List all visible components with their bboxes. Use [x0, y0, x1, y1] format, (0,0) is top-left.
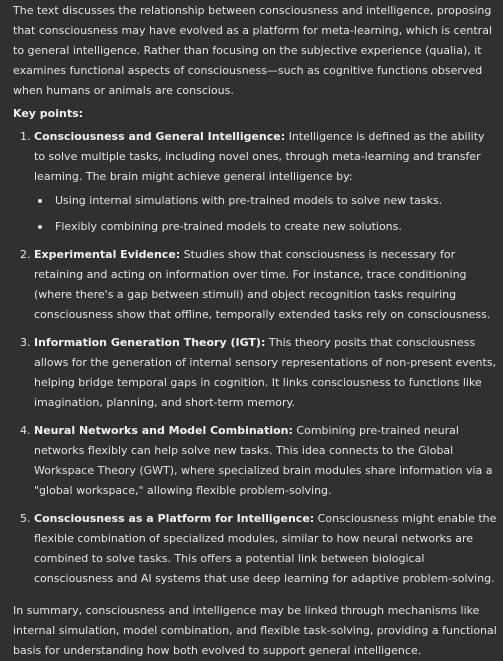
list-number: 2. — [20, 248, 31, 261]
point-text: Consciousness might enable the flexible combination of specialized modules, similar to how neural networks are combined to solve tasks. This offers a potential link between biological consciousness and AI systems that use deep learning for adaptive problem-solving. — [34, 512, 497, 585]
point-title: Neural Networks and Model Combination: — [34, 424, 293, 437]
response-content — [13, 1, 497, 661]
summary-paragraph: In summary, consciousness and intelligence may be linked through mechanisms like internal simulation, model combination, and flexible task-solving, providing a functional basis for understanding how both evolved to support general intelligence. — [13, 604, 497, 657]
list-number: 3. — [20, 336, 31, 349]
point-title: Consciousness as a Platform for Intelligence: — [34, 512, 315, 525]
list-item-3 — [20, 333, 497, 413]
point-title: Experimental Evidence: — [34, 248, 181, 261]
list-number: 5. — [20, 512, 31, 525]
sub-bullet-list — [34, 191, 497, 237]
list-item-1 — [20, 127, 497, 237]
bullet-icon — [38, 225, 42, 229]
sub-bullet-item — [55, 191, 497, 211]
list-item-2 — [20, 245, 497, 325]
sub-bullet-text: Flexibly combining pre-trained models to create new solutions. — [55, 220, 402, 233]
sub-bullet-item — [55, 217, 497, 237]
point-text: This theory posits that consciousness allows for the generation of internal sensory representations of non-present events, helping bridge temporal gaps in cognition. It links consciousness to functions like imagination, planning, and short-term memory. — [34, 336, 497, 409]
intro-paragraph: The text discusses the relationship between consciousness and intelligence, proposing that consciousness may have evolved as a platform for meta-learning, which is central to general intelligence. Rather than focusing on the subjective experience (qualia), it examines functional aspects of consciousness—such as cognitive functions observed when humans or animals are conscious. — [13, 4, 492, 97]
point-title: Information Generation Theory (IGT): — [34, 336, 266, 349]
list-item-4 — [20, 421, 497, 501]
sub-bullet-text: Using internal simulations with pre-trained models to solve new tasks. — [55, 194, 443, 207]
point-text: Combining pre-trained neural networks flexibly can help solve new tasks. This idea connects to the Global Workspace Theory (GWT), where specialized brain modules share information via a "global workspace," allowing flexible problem-solving. — [34, 424, 493, 497]
point-title: Consciousness and General Intelligence: — [34, 130, 286, 143]
point-text: Intelligence is defined as the ability to solve multiple tasks, including novel ones, through meta-learning and transfer learning. The brain might achieve general intelligence by: — [34, 130, 485, 183]
list-number: 1. — [20, 130, 31, 143]
key-points-heading: Key points: — [13, 107, 84, 120]
key-points-list — [13, 127, 497, 589]
bullet-icon — [38, 199, 42, 203]
list-item-5 — [20, 509, 497, 589]
point-text: Studies show that consciousness is necessary for retaining and acting on information over time. For instance, trace conditioning (where there's a gap between stimuli) and object recognition tasks requiring consciousness show that offline, temporally extended tasks rely on consciousness. — [34, 248, 491, 321]
list-number: 4. — [20, 424, 31, 437]
